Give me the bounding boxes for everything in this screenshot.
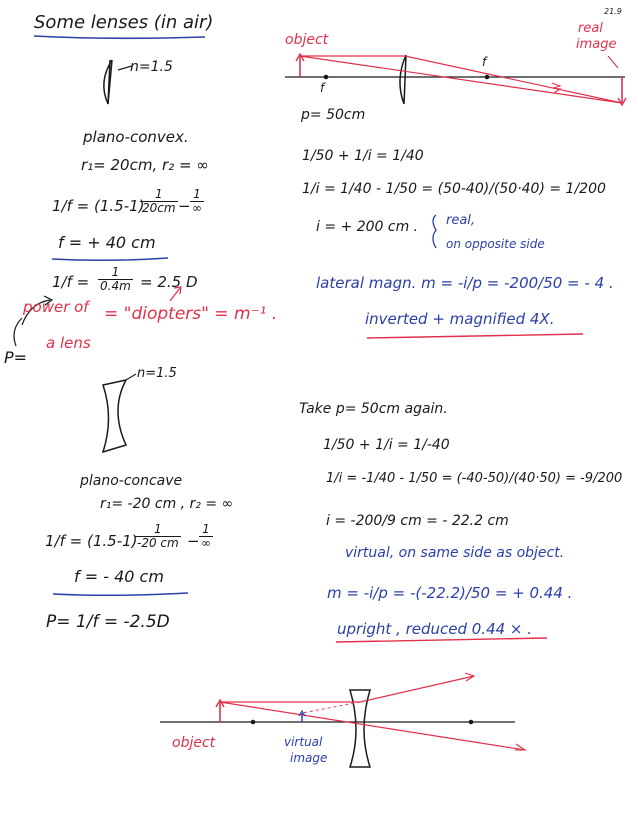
calc2-note: virtual, on same side as object. bbox=[345, 545, 565, 561]
page-title: Some lenses (in air) bbox=[34, 12, 214, 33]
calc1-note-1: real, bbox=[446, 213, 476, 228]
calc1-magn: lateral magn. m = -i/p = -200/50 = - 4 . bbox=[316, 274, 614, 292]
diopters-note: = "diopters" = m⁻¹ . bbox=[104, 304, 278, 324]
calc2-eq1: 1/50 + 1/i = 1/-40 bbox=[323, 437, 450, 453]
diagram2-image-label-2: image bbox=[290, 751, 328, 765]
lens1-name: plano-convex. bbox=[83, 128, 189, 146]
diagram1-image-label-1: real bbox=[578, 21, 603, 36]
calc1-result: inverted + magnified 4X. bbox=[365, 310, 555, 328]
ray-2b bbox=[220, 702, 525, 750]
calc1-p: p= 50cm bbox=[301, 107, 366, 123]
power-note-line2: a lens bbox=[46, 334, 91, 352]
diagram2-object-label: object bbox=[172, 735, 216, 751]
lens2-lensmaker: 1/f = (1.5-1) bbox=[45, 532, 138, 550]
ray-1b bbox=[300, 56, 622, 103]
power-symbol: P= bbox=[4, 348, 28, 367]
focus-left-dot bbox=[324, 75, 329, 80]
power-note-line1: power of bbox=[23, 298, 89, 316]
lens2-index: n=1.5 bbox=[137, 366, 177, 381]
lens1-power-value: = 2.5 D bbox=[140, 273, 198, 291]
lens1-frac2: 1 ∞ bbox=[192, 187, 202, 215]
lens2-power: P= 1/f = -2.5D bbox=[46, 612, 170, 632]
ray-2a bbox=[220, 676, 474, 702]
calc2-eq2: 1/i = -1/40 - 1/50 = (-40-50)/(40·50) = -9/200 bbox=[326, 471, 623, 486]
calc2-magn: m = -i/p = -(-22.2)/50 = + 0.44 . bbox=[327, 584, 573, 602]
lens1-power-frac: $\frac{1}{0.4m}$ bbox=[100, 265, 131, 293]
lens2-name: plano-concave bbox=[80, 473, 183, 489]
lens1-radii: r₁= 20cm, r₂ = ∞ bbox=[81, 156, 209, 174]
calc1-eq2: 1/i = 1/40 - 1/50 = (50-40)/(50·40) = 1/200 bbox=[302, 181, 606, 197]
note-brace bbox=[433, 215, 436, 248]
calc1-note-2: on opposite side bbox=[446, 237, 545, 251]
diagram1-image-label-2: image bbox=[576, 37, 617, 52]
lens2-frac2: 1 ∞ bbox=[201, 522, 211, 550]
lens1-focal: f = + 40 cm bbox=[58, 233, 156, 252]
lens2-focal: f = - 40 cm bbox=[74, 567, 164, 586]
diagram1-focus-right: f bbox=[482, 55, 487, 69]
focal2-underline bbox=[53, 593, 188, 595]
focal1-underline bbox=[52, 258, 168, 260]
diagram1-object-label: object bbox=[285, 32, 329, 48]
focus-right-dot-2 bbox=[469, 720, 474, 725]
lens1-index: n=1.5 bbox=[130, 59, 173, 75]
convex-lens-1-icon bbox=[400, 55, 406, 104]
result2-underline bbox=[336, 638, 547, 642]
diagram2-image-label-1: virtual bbox=[284, 735, 323, 749]
calc1-eq1: 1/50 + 1/i = 1/40 bbox=[302, 148, 424, 164]
lens1-frac1: $\frac{1}{20cm}$ bbox=[142, 187, 176, 215]
result1-underline bbox=[367, 334, 583, 338]
calc2-eq3: i = -200/9 cm = - 22.2 cm bbox=[326, 513, 509, 529]
calc2-result: upright , reduced 0.44 × . bbox=[337, 620, 533, 638]
calc1-eq3: i = + 200 cm . bbox=[316, 219, 419, 235]
page-number: 21.9 bbox=[604, 7, 622, 16]
calc2-intro: Take p= 50cm again. bbox=[299, 401, 448, 417]
plano-concave-lens-icon bbox=[103, 380, 126, 452]
lens1-lensmaker: 1/f = (1.5-1) bbox=[52, 197, 145, 215]
focus-left-dot-2 bbox=[251, 720, 256, 725]
diagram1-focus-left: f bbox=[320, 81, 325, 95]
focus-right-dot bbox=[485, 75, 490, 80]
lens1-power-lhs: 1/f = bbox=[52, 273, 90, 291]
power-bracket bbox=[14, 318, 22, 346]
lens2-radii: r₁= -20 cm , r₂ = ∞ bbox=[100, 496, 234, 512]
title-underline bbox=[34, 36, 205, 38]
lens2-frac1: $\frac{1}{-20 cm}$ bbox=[137, 522, 179, 550]
